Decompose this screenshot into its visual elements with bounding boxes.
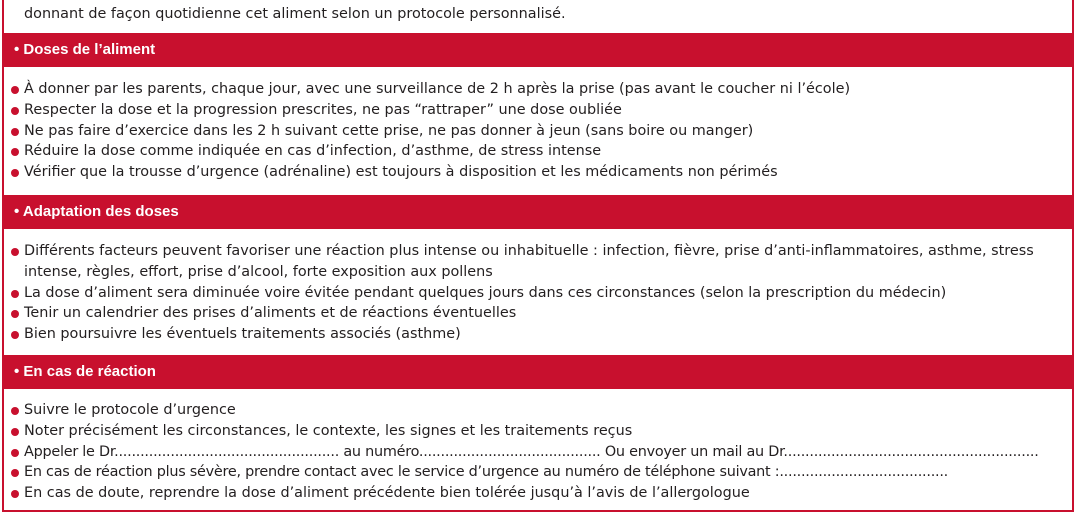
list-item: Réduire la dose comme indiquée en cas d’infection, d’asthme, de stress intense [0, 141, 1050, 162]
list-item: Différents facteurs peuvent favoriser une réaction plus intense ou inhabituelle : infection, fièvre, prise d’anti-inflammatoires, asthme, stress intense, règles, effort, prise d’alcool, forte exposition aux pollens [0, 241, 1050, 283]
bullet-icon [11, 449, 19, 457]
intro-text: donnant de façon quotidienne cet aliment selon un protocole personnalisé. [24, 6, 566, 22]
bullet-icon [11, 86, 19, 94]
bullet-icon [11, 169, 19, 177]
bullet-icon [11, 469, 19, 477]
list-item: Respecter la dose et la progression prescrites, ne pas “rattraper” une dose oubliée [0, 100, 1050, 121]
bullet-icon [11, 248, 19, 256]
bullet-icon [11, 128, 19, 136]
section-header-adaptation: • Adaptation des doses [2, 195, 1074, 229]
list-item: La dose d’aliment sera diminuée voire évitée pendant quelques jours dans ces circonstances (selon la prescription du médecin) [0, 283, 1050, 304]
list-doses [0, 79, 1050, 183]
bullet-icon [11, 290, 19, 298]
bullet-icon [11, 428, 19, 436]
list-adaptation [0, 241, 1050, 345]
bullet-icon [11, 490, 19, 498]
list-item: À donner par les parents, chaque jour, avec une surveillance de 2 h après la prise (pas avant le coucher ni l’école) [0, 79, 1050, 100]
bullet-icon [11, 331, 19, 339]
list-item: Ne pas faire d’exercice dans les 2 h suivant cette prise, ne pas donner à jeun (sans boire ou manger) [0, 121, 1050, 142]
list-item: Tenir un calendrier des prises d’aliments et de réactions éventuelles [0, 303, 1050, 324]
list-item: Bien poursuivre les éventuels traitements associés (asthme) [0, 324, 1050, 345]
list-item: En cas de doute, reprendre la dose d’aliment précédente bien tolérée jusqu’à l’avis de l’allergologue [0, 483, 1050, 504]
section-header-reaction: • En cas de réaction [2, 355, 1074, 389]
bullet-icon [11, 148, 19, 156]
bullet-icon [11, 107, 19, 115]
list-reaction [0, 400, 1050, 504]
section-header-doses: • Doses de l’aliment [2, 33, 1074, 67]
list-item: Vérifier que la trousse d’urgence (adrénaline) est toujours à disposition et les médicaments non périmés [0, 162, 1050, 183]
bullet-icon [11, 407, 19, 415]
list-item: Noter précisément les circonstances, le contexte, les signes et les traitements reçus [0, 421, 1050, 442]
list-item: Appeler le Dr.................................................... au numéro.......................................... Ou envoyer un mail au Dr........................................................... [0, 442, 1050, 463]
list-item: En cas de réaction plus sévère, prendre contact avec le service d’urgence au numéro de téléphone suivant :....................................... [0, 462, 1050, 483]
bullet-icon [11, 310, 19, 318]
list-item: Suivre le protocole d’urgence [0, 400, 1050, 421]
